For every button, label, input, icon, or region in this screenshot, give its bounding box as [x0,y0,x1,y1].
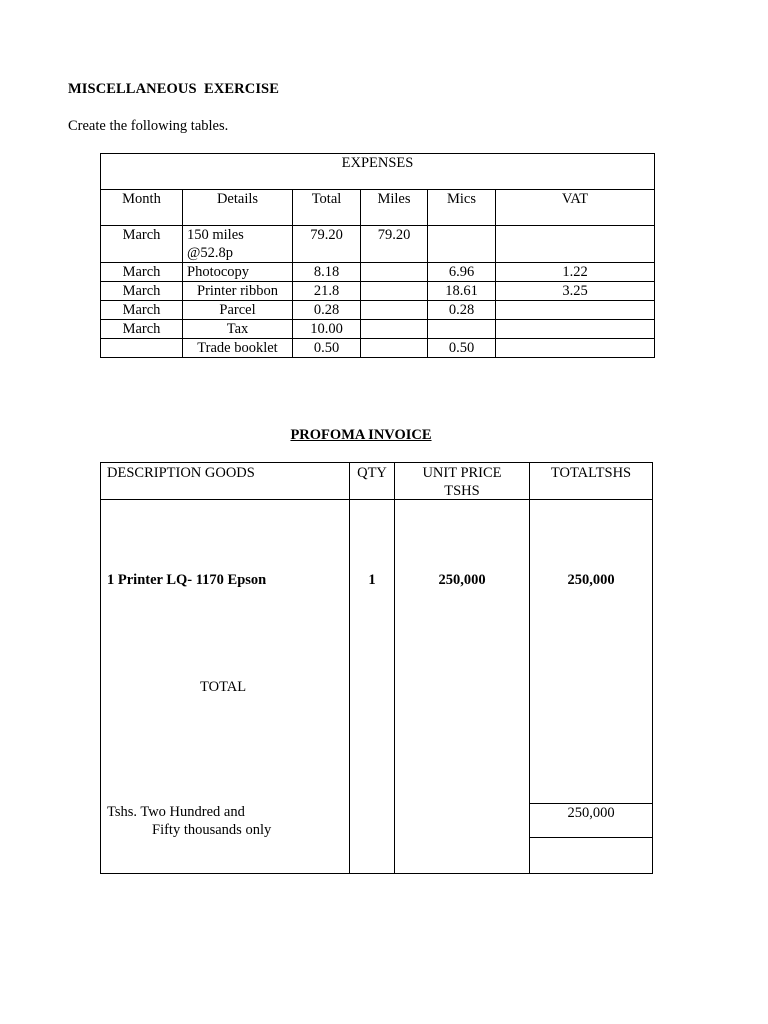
table-cell [361,263,428,282]
table-cell: March [101,320,183,339]
table-cell: 0.50 [293,339,361,358]
table-cell: 3.25 [496,282,655,301]
table-row [101,282,655,301]
item-description: 1 Printer LQ- 1170 Epson [107,572,267,588]
table-row [101,339,655,358]
qty-header: QTY [357,465,387,481]
table-cell: Photocopy [183,263,293,282]
total-header: TOTALTSHS [550,465,632,481]
table-cell [496,320,655,339]
table-cell [361,320,428,339]
expenses-title: EXPENSES [101,154,655,190]
total-label: TOTAL [200,679,247,695]
column-divider [394,463,395,873]
column-divider [349,463,350,873]
table-cell: 6.96 [428,263,496,282]
column-header: Mics [428,190,496,226]
table-cell: 79.20 [361,226,428,263]
table-cell [361,282,428,301]
table-cell: Tax [183,320,293,339]
column-header: Month [101,190,183,226]
table-cell: Printer ribbon [183,282,293,301]
table-cell: March [101,263,183,282]
page-heading: MISCELLANEOUS EXERCISE [68,81,279,97]
table-cell: 150 miles @52.8p [183,226,293,263]
table-cell: 21.8 [293,282,361,301]
grand-total: 250,000 [567,805,615,821]
table-cell: Parcel [183,301,293,320]
table-cell: 18.61 [428,282,496,301]
table-cell: Trade booklet [183,339,293,358]
column-header: VAT [496,190,655,226]
table-row [101,301,655,320]
table-cell: 0.50 [428,339,496,358]
table-cell: 1.22 [496,263,655,282]
total-cell-bottom-border [529,837,652,838]
column-header: Details [183,190,293,226]
header-divider [101,499,652,500]
expenses-header-row [101,190,655,226]
column-header: Total [293,190,361,226]
invoice-title: PROFOMA INVOICE [290,427,432,443]
unit-price-header-line2: TSHS [444,483,480,499]
table-row [101,226,655,263]
table-cell: 0.28 [293,301,361,320]
table-cell [428,320,496,339]
table-cell [496,226,655,263]
item-total: 250,000 [567,572,615,588]
unit-price-header-line1: UNIT PRICE [422,465,502,481]
invoice-table [100,462,653,874]
table-cell [361,301,428,320]
table-cell: March [101,282,183,301]
column-header: Miles [361,190,428,226]
table-cell: March [101,301,183,320]
table-cell: 0.28 [428,301,496,320]
instruction-text: Create the following tables. [68,118,229,134]
table-cell: March [101,226,183,263]
table-cell: 8.18 [293,263,361,282]
table-cell [496,301,655,320]
item-unit-price: 250,000 [438,572,486,588]
table-cell [428,226,496,263]
table-cell: 10.00 [293,320,361,339]
expenses-title-row [101,154,655,190]
amount-words-line2: Fifty thousands only [152,822,272,838]
table-cell [496,339,655,358]
description-header: DESCRIPTION GOODS [107,465,255,481]
expenses-table [100,153,655,358]
table-cell [101,339,183,358]
table-cell [361,339,428,358]
amount-words-line1: Tshs. Two Hundred and [107,804,245,820]
table-row [101,263,655,282]
table-row [101,320,655,339]
table-cell: 79.20 [293,226,361,263]
item-qty: 1 [368,572,376,588]
